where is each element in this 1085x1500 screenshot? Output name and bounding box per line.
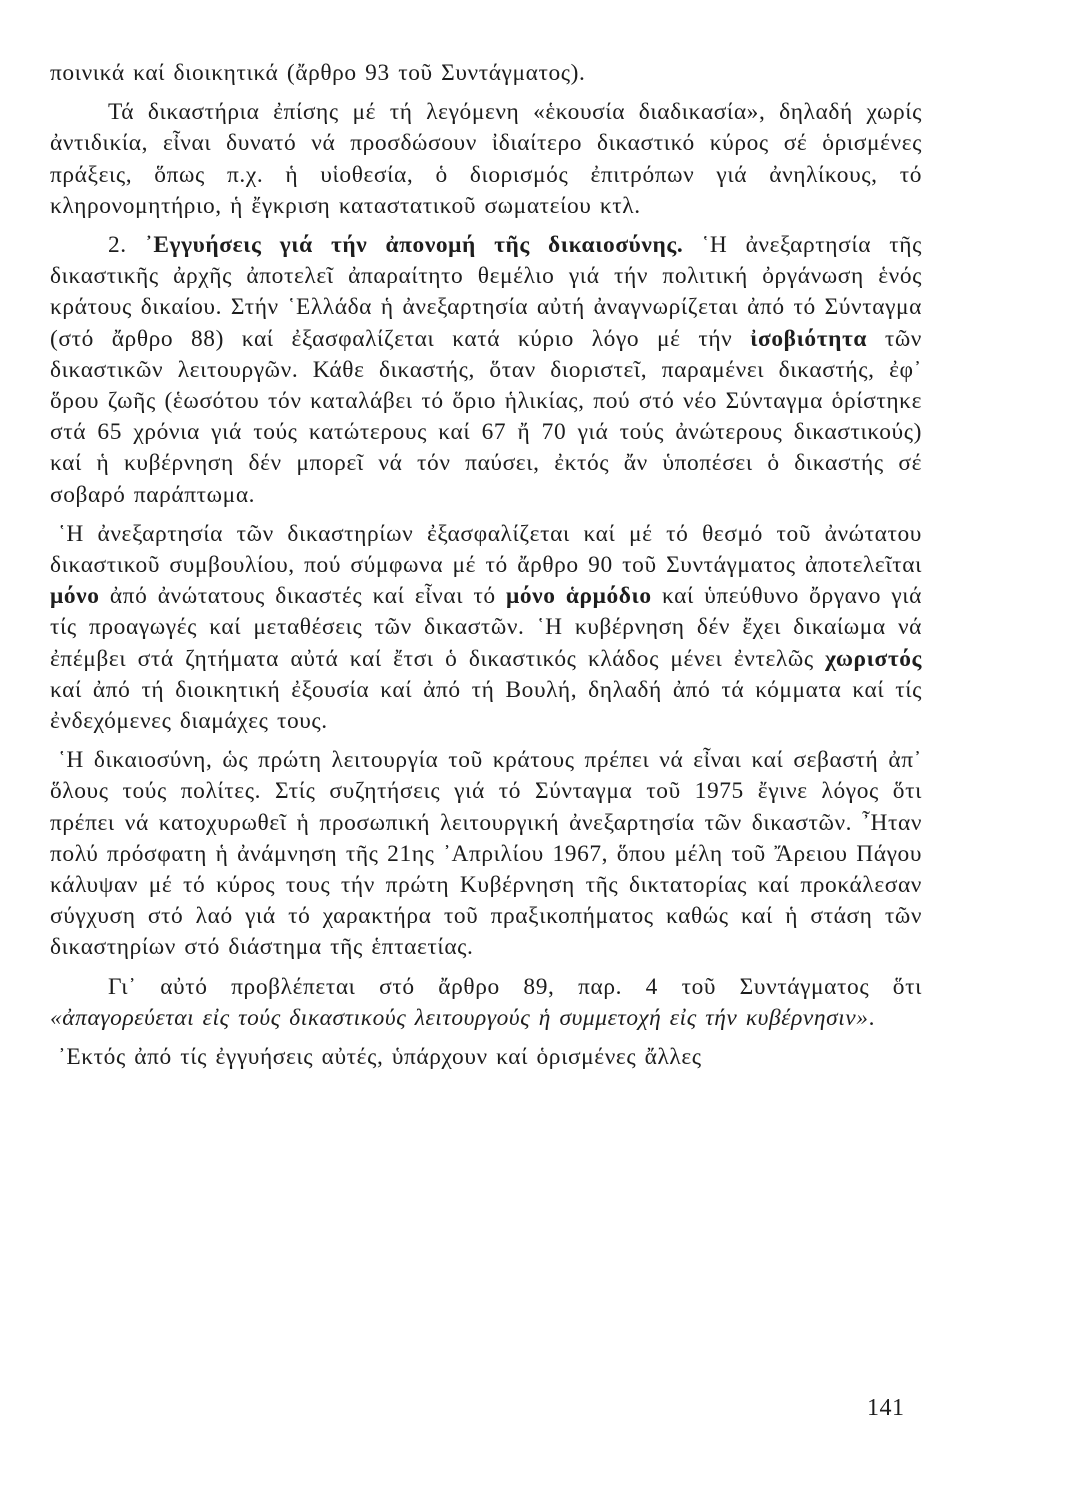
paragraph-4-text-c: καί ὑπεύθυνο ὄργανο γιά τίς προαγωγές καί μεταθέσεις τῶν δικαστῶν. ῾Η κυβέρνηση δέν ἔχει δικαίωμα νά ἐπέμβει στά ζητήματα αὐτά καί ἔτσι ὁ δικαστικός κλάδος μένει ἐντελῶς [50,583,923,672]
emphasis-choristos: χωριστός [825,645,922,672]
paragraph-4-text-b: ἀπό ἀνώτατους δικαστές καί εἶναι τό [99,583,507,610]
paragraph-4-text-d: καί ἀπό τή διοικητική ἐξουσία καί ἀπό τή Βουλή, δηλαδή ἀπό τά κόμματα καί τίς ἐνδεχόμενες διαμάχες τους. [50,676,922,735]
paragraph-3-text-b: τῶν δικαστικῶν λειτουργῶν. Κάθε δικαστής, ὅταν διοριστεῖ, παραμένει δικαστής, ἐφ᾿ ὅρου ζωῆς (ἑωσότου τόν καταλάβει τό ὅριο ἡλικίας, πού στό νέο Σύνταγμα ὁρίστηκε στά 65 χρόνια γιά τούς κατώτερους καί 67 ἤ 70 γιά τούς ἀνώτερους δικαστικούς) καί ἡ κυβέρνηση δέν μπορεῖ νά τόν παύσει, ἐκτός ἄν ὑποπέσει ὁ δικαστής σέ σοβαρό παράπτωμα. [50,325,922,508]
emphasis-isobiotita: ἰσοβιότητα [750,325,868,352]
paragraph-3 [50,230,922,511]
section-number: 2. [108,232,127,259]
paragraph-4 [50,519,922,737]
emphasis-mono: μόνο [50,583,100,610]
paragraph-2: Τά δικαστήρια ἐπίσης μέ τή λεγόμενη «ἑκουσία διαδικασία», δηλαδή χωρίς ἀντιδικία, εἶναι δυνατό νά προσδώσουν ἰδιαίτερο δικαστικό κύρος σέ ὁρισμένες πράξεις, ὅπως π.χ. ἡ υἱοθεσία, ὁ διορισμός ἐπιτρόπων γιά ἀνηλίκους, τό κληρονομητήριο, ἡ ἔγκριση καταστατικοῦ σωματείου κτλ. [50,99,922,219]
paragraph-7: ᾿Εκτός ἀπό τίς ἐγγυήσεις αὐτές, ὑπάρχουν καί ὁρισμένες ἄλλες [58,1044,702,1071]
page-number: 141 [867,1395,905,1421]
paragraph-5: ῾Η δικαιοσύνη, ὡς πρώτη λειτουργία τοῦ κράτους πρέπει νά εἶναι καί σεβαστή ἀπ᾿ ὅλους τούς πολίτες. Στίς συζητήσεις γιά τό Σύνταγμα τοῦ 1975 ἔγινε λόγος ὅτι πρέπει νά κατοχυρωθεῖ ἡ προσωπική λειτουργική ἀνεξαρτησία τῶν δικαστῶν. ῏Ηταν πολύ πρόσφατη ἡ ἀνάμνηση τῆς 21ης ᾿Απριλίου 1967, ὅπου μέλη τοῦ Ἄρειου Πάγου κάλυψαν μέ τό κύρος τους τήν πρώτη Κυβέρνηση τῆς δικτατορίας καί προκάλεσαν σύγχυση στό λαό γιά τό χαρακτήρα τοῦ πραξικοπήματος καθώς καί ἡ στάση τῶν δικαστηρίων στό διάστημα τῆς ἑπταετίας. [50,747,922,961]
emphasis-mono-armodio: μόνο ἁρμόδιο [506,583,652,610]
section-heading: ᾿Εγγυήσεις γιά τήν ἀπονομή τῆς δικαιοσύνης. [144,232,684,259]
paragraph-6 [50,972,922,1034]
page-body [50,58,922,1081]
constitution-quote: «ἀπαγορεύεται εἰς τούς δικαστικούς λειτουργούς ἡ συμμετοχή εἰς τήν κυβέρνησιν» [50,1004,869,1031]
paragraph-6-text-b: . [868,1004,876,1031]
paragraph-1: ποινικά καί διοικητικά (ἄρθρο 93 τοῦ Συντάγματος). [50,60,586,86]
paragraph-6-text-a: Γι᾿ αὐτό προβλέπεται στό ἄρθρο 89, παρ. 4 τοῦ Συντάγματος ὅτι [108,973,922,1000]
paragraph-4-text-a: ῾Η ἀνεξαρτησία τῶν δικαστηρίων ἐξασφαλίζεται καί μέ τό θεσμό τοῦ ἀνώτατου δικαστικοῦ συμβουλίου, πού σύμφωνα μέ τό ἄρθρο 90 τοῦ Συντάγματος ἀποτελεῖται [50,520,922,579]
paragraph-3-text-a: ῾Η ἀνεξαρτησία τῆς δικαστικῆς ἀρχῆς ἀποτελεῖ ἀπαραίτητο θεμέλιο γιά τήν πολιτική ὀργάνωση ἑνός κράτους δικαίου. Στήν ῾Ελλάδα ἡ ἀνεξαρτησία αὐτή ἀναγνωρίζεται ἀπό τό Σύνταγμα (στό ἄρθρο 88) καί ἐξασφαλίζεται κατά κύριο λόγο μέ τήν [50,232,922,352]
